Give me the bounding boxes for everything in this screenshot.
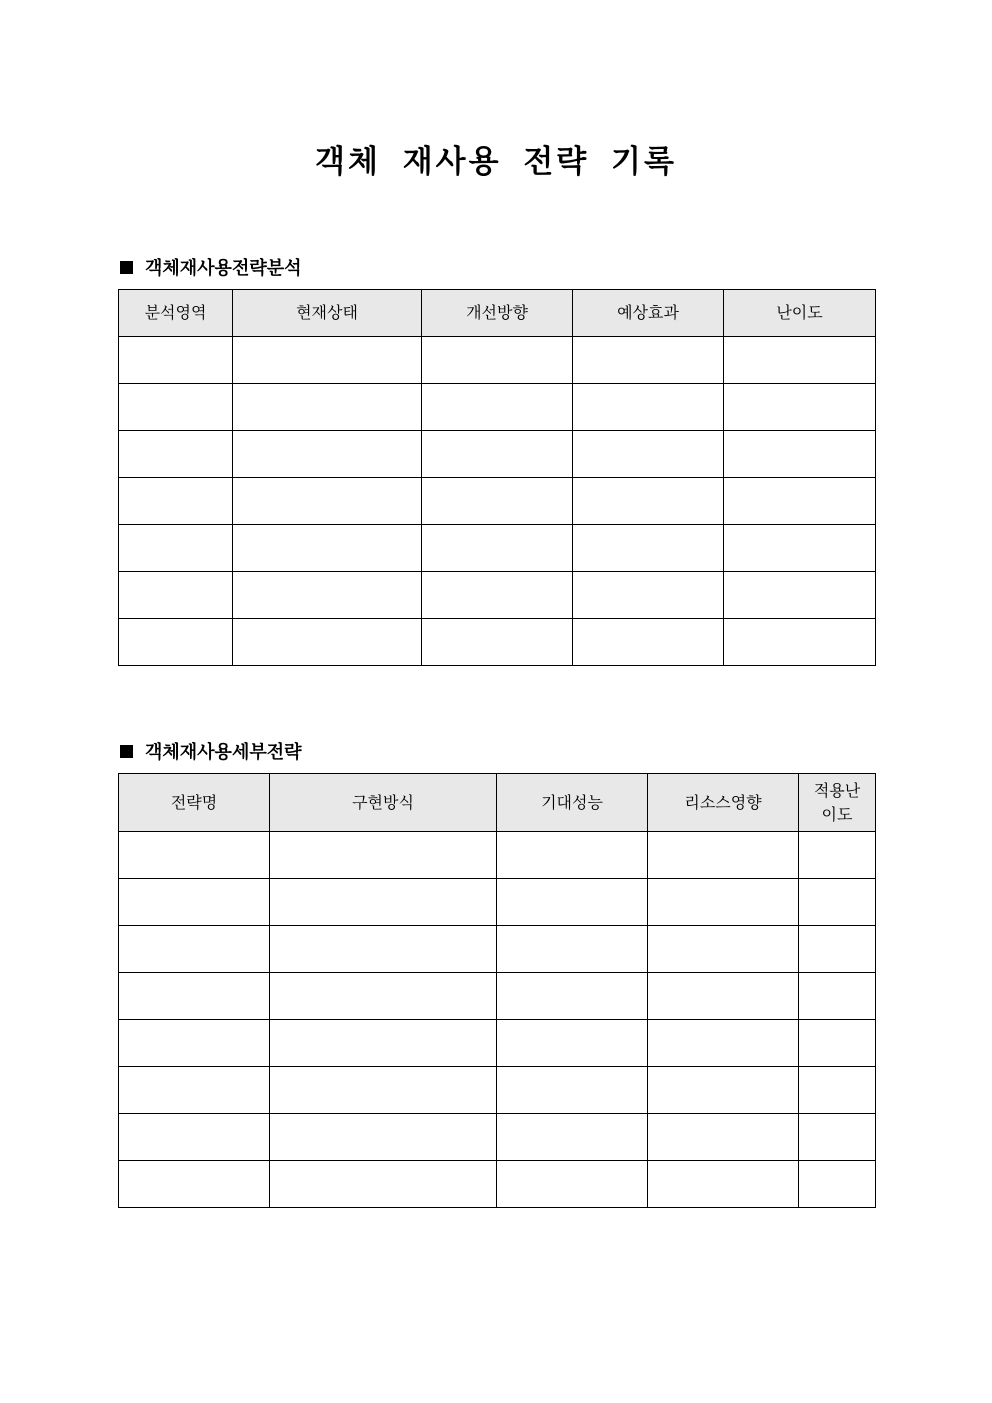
table-row [119, 619, 876, 666]
table-cell[interactable] [799, 1161, 876, 1208]
table-cell[interactable] [119, 926, 270, 973]
table-cell[interactable] [422, 384, 573, 431]
table-cell[interactable] [233, 431, 422, 478]
table-cell[interactable] [497, 926, 648, 973]
table-cell[interactable] [799, 1020, 876, 1067]
table-cell[interactable] [799, 973, 876, 1020]
column-header-strategy-name: 전략명 [119, 774, 270, 832]
table-cell[interactable] [119, 431, 233, 478]
table-cell[interactable] [233, 384, 422, 431]
table-cell[interactable] [119, 478, 233, 525]
table-cell[interactable] [119, 879, 270, 926]
table-row [119, 973, 876, 1020]
table-cell[interactable] [724, 572, 876, 619]
section-heading-analysis [120, 254, 302, 280]
strategy-analysis-table [118, 289, 876, 666]
table-cell[interactable] [497, 973, 648, 1020]
table-cell[interactable] [119, 525, 233, 572]
table-body [119, 832, 876, 1208]
table-row [119, 1161, 876, 1208]
table-cell[interactable] [724, 431, 876, 478]
table-cell[interactable] [497, 1067, 648, 1114]
table-header-row [119, 290, 876, 337]
table-cell[interactable] [270, 1020, 497, 1067]
table-cell[interactable] [422, 619, 573, 666]
table-cell[interactable] [497, 832, 648, 879]
section-heading-label: 객체재사용전략분석 [145, 258, 302, 279]
table-cell[interactable] [648, 1020, 799, 1067]
table-row [119, 879, 876, 926]
table-cell[interactable] [119, 1114, 270, 1161]
table-cell[interactable] [422, 572, 573, 619]
table-header-row [119, 774, 876, 832]
table-cell[interactable] [233, 478, 422, 525]
table-row [119, 1067, 876, 1114]
table-cell[interactable] [119, 1020, 270, 1067]
column-header-implementation: 구현방식 [270, 774, 497, 832]
table-cell[interactable] [799, 1067, 876, 1114]
column-header-apply-difficulty [799, 774, 876, 832]
table-cell[interactable] [270, 926, 497, 973]
table-cell[interactable] [799, 832, 876, 879]
table-cell[interactable] [573, 431, 724, 478]
table-cell[interactable] [573, 525, 724, 572]
table-cell[interactable] [648, 1067, 799, 1114]
table-cell[interactable] [497, 1020, 648, 1067]
table-cell[interactable] [573, 572, 724, 619]
table-row [119, 384, 876, 431]
section-heading-label: 객체재사용세부전략 [145, 742, 302, 763]
table-cell[interactable] [648, 879, 799, 926]
table-cell[interactable] [119, 619, 233, 666]
table-cell[interactable] [422, 525, 573, 572]
table-cell[interactable] [724, 619, 876, 666]
square-bullet-icon [120, 261, 133, 274]
table-cell[interactable] [270, 1161, 497, 1208]
table-cell[interactable] [648, 1161, 799, 1208]
column-header-current-state: 현재상태 [233, 290, 422, 337]
table-row [119, 478, 876, 525]
detail-strategy-table [118, 773, 876, 1208]
table-cell[interactable] [422, 431, 573, 478]
table-cell[interactable] [270, 1114, 497, 1161]
table-cell[interactable] [648, 926, 799, 973]
table-cell[interactable] [233, 337, 422, 384]
table-cell[interactable] [119, 832, 270, 879]
column-header-improvement: 개선방향 [422, 290, 573, 337]
table-cell[interactable] [648, 973, 799, 1020]
header-line: 이도 [821, 804, 853, 824]
column-header-resource-impact: 리소스영향 [648, 774, 799, 832]
table-row [119, 1020, 876, 1067]
table-cell[interactable] [724, 525, 876, 572]
table-cell[interactable] [799, 926, 876, 973]
table-cell[interactable] [119, 1161, 270, 1208]
section-heading-detail [120, 738, 302, 764]
table-row [119, 832, 876, 879]
table-cell[interactable] [119, 973, 270, 1020]
column-header-expected-effect: 예상효과 [573, 290, 724, 337]
table-cell[interactable] [233, 572, 422, 619]
table-cell[interactable] [270, 832, 497, 879]
table-cell[interactable] [648, 1114, 799, 1161]
table-cell[interactable] [497, 1161, 648, 1208]
table-cell[interactable] [573, 384, 724, 431]
table-cell[interactable] [233, 525, 422, 572]
table-row [119, 431, 876, 478]
table-cell[interactable] [573, 478, 724, 525]
table-row [119, 337, 876, 384]
header-line: 적용난 [813, 780, 861, 800]
table-row [119, 1114, 876, 1161]
table-cell[interactable] [119, 337, 233, 384]
table-row [119, 525, 876, 572]
table-cell[interactable] [724, 478, 876, 525]
table-cell[interactable] [497, 1114, 648, 1161]
column-header-difficulty: 난이도 [724, 290, 876, 337]
table-cell[interactable] [422, 478, 573, 525]
square-bullet-icon [120, 745, 133, 758]
table-cell[interactable] [573, 337, 724, 384]
table-cell[interactable] [270, 1067, 497, 1114]
column-header-expected-performance: 기대성능 [497, 774, 648, 832]
table-cell[interactable] [573, 619, 724, 666]
table-body [119, 337, 876, 666]
document-title: 객체 재사용 전략 기록 [315, 144, 677, 180]
table-cell[interactable] [497, 879, 648, 926]
column-header-analysis-area: 분석영역 [119, 290, 233, 337]
table-row [119, 926, 876, 973]
table-cell[interactable] [270, 973, 497, 1020]
table-cell[interactable] [799, 879, 876, 926]
table-cell[interactable] [648, 832, 799, 879]
table-cell[interactable] [724, 384, 876, 431]
table-cell[interactable] [119, 1067, 270, 1114]
table-cell[interactable] [119, 572, 233, 619]
table-cell[interactable] [119, 384, 233, 431]
table-row [119, 572, 876, 619]
table-cell[interactable] [422, 337, 573, 384]
table-cell[interactable] [724, 337, 876, 384]
table-cell[interactable] [799, 1114, 876, 1161]
table-cell[interactable] [270, 879, 497, 926]
table-cell[interactable] [233, 619, 422, 666]
